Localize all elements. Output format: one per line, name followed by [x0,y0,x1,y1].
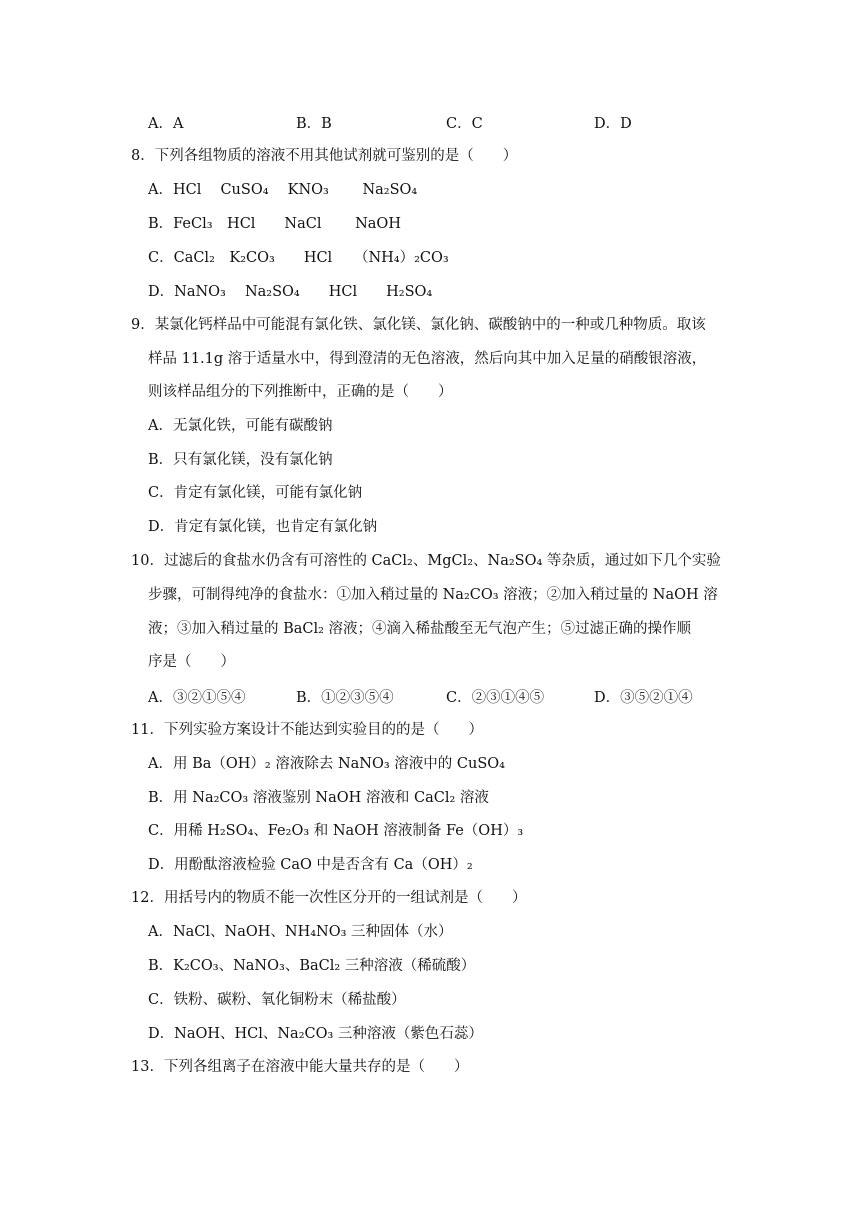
q8-option-d: D．NaNO₃ Na₂SO₄ HCl H₂SO₄ [148,284,433,300]
q10-option-c: C．②③①④⑤ [446,690,545,706]
q10-stem-line-2: 步骤，可制得纯净的食盐水：①加入稍过量的 Na₂CO₃ 溶液；②加入稍过量的 NaOH 溶 [148,587,718,603]
q7-option-d: D．D [594,116,632,132]
q12-option-a: A．NaCl、NaOH、NH₄NO₃ 三种固体（水） [148,924,453,940]
q12-option-c: C．铁粉、碳粉、氧化铜粉末（稀盐酸） [148,992,406,1008]
q9-stem-line-1: 9．某氯化钙样品中可能混有氯化铁、氯化镁、氯化钠、碳酸钠中的一种或几种物质。取该 [131,317,706,333]
q10-option-a: A．③②①⑤④ [148,690,246,706]
q9-option-d: D．肯定有氯化镁，也肯定有氯化钠 [148,519,378,535]
q12-option-b: B．K₂CO₃、NaNO₃、BaCl₂ 三种溶液（稀硫酸） [148,958,476,974]
q11-stem: 11．下列实验方案设计不能达到实验目的的是（ ） [131,722,483,738]
q8-option-b: B．FeCl₃ HCl NaCl NaOH [148,216,401,232]
q9-stem-line-2: 样品 11.1g 溶于适量水中，得到澄清的无色溶液，然后向其中加入足量的硝酸银溶液， [148,351,707,367]
q10-stem-line-3: 液；③加入稍过量的 BaCl₂ 溶液；④滴入稀盐酸至无气泡产生；⑤过滤正确的操作顺 [148,621,692,637]
q9-option-a: A．无氯化铁，可能有碳酸钠 [148,418,333,434]
q9-option-b: B．只有氯化镁，没有氯化钠 [148,452,333,468]
q10-option-d: D．③⑤②①④ [594,690,693,706]
q13-stem: 13．下列各组离子在溶液中能大量共存的是（ ） [131,1059,469,1075]
q10-stem-line-4: 序是（ ） [148,654,235,670]
q7-option-c: C．C [446,116,483,132]
q8-stem: 8．下列各组物质的溶液不用其他试剂就可鉴别的是（ ） [131,148,518,164]
q7-option-b: B．B [296,116,332,132]
q9-option-c: C．肯定有氯化镁，可能有氯化钠 [148,485,363,501]
q11-option-b: B．用 Na₂CO₃ 溶液鉴别 NaOH 溶液和 CaCl₂ 溶液 [148,790,489,806]
q10-option-b: B．①②③⑤④ [296,690,394,706]
q11-option-a: A．用 Ba（OH）₂ 溶液除去 NaNO₃ 溶液中的 CuSO₄ [148,756,505,772]
q12-stem: 12．用括号内的物质不能一次性区分开的一组试剂是（ ） [131,890,527,906]
q9-stem-line-3: 则该样品组分的下列推断中，正确的是（ ） [148,384,453,400]
q10-stem-line-1: 10．过滤后的食盐水仍含有可溶性的 CaCl₂、MgCl₂、Na₂SO₄ 等杂质，通过如下几个实验 [131,553,721,569]
q12-option-d: D．NaOH、HCl、Na₂CO₃ 三种溶液（紫色石蕊） [148,1026,483,1042]
q11-option-c: C．用稀 H₂SO₄、Fe₂O₃ 和 NaOH 溶液制备 Fe（OH）₃ [148,823,524,839]
q11-option-d: D．用酚酞溶液检验 CaO 中是否含有 Ca（OH）₂ [148,857,473,873]
q7-option-a: A．A [148,116,184,132]
q8-option-c: C．CaCl₂ K₂CO₃ HCl （NH₄）₂CO₃ [148,250,449,266]
q8-option-a: A．HCl CuSO₄ KNO₃ Na₂SO₄ [148,182,418,198]
